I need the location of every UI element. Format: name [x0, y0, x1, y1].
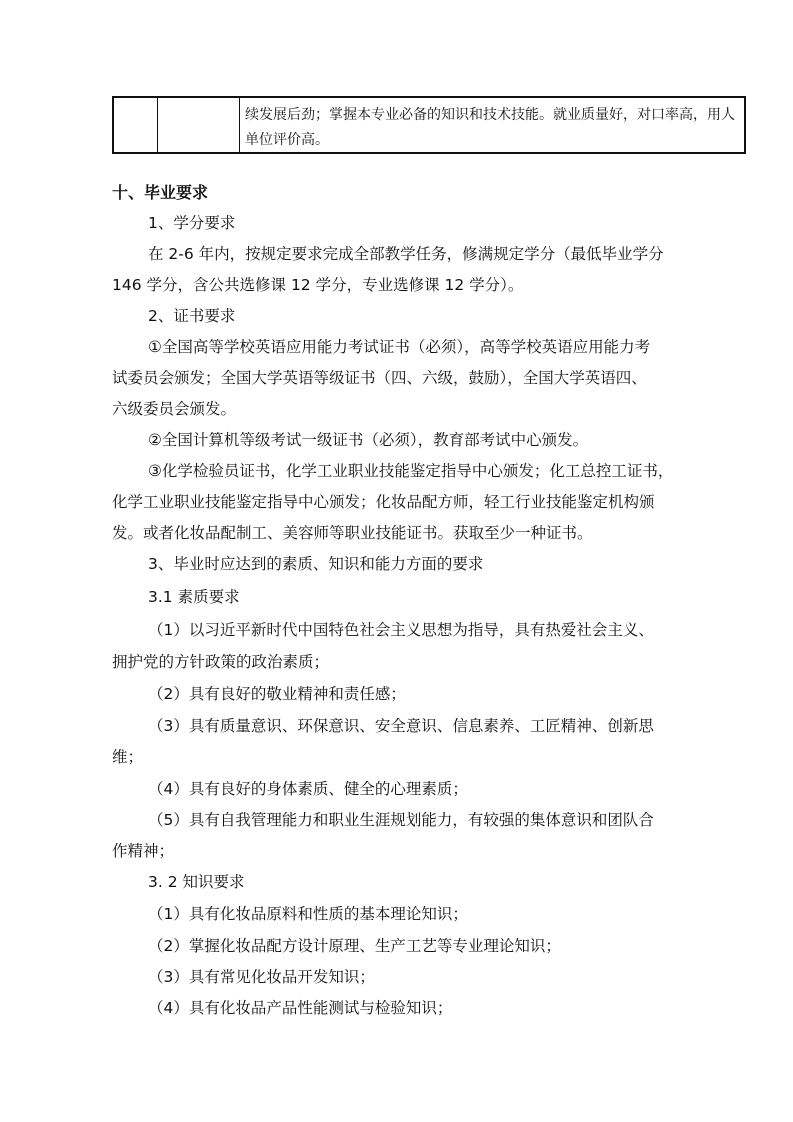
certificate-title: 2、证书要求: [148, 307, 236, 325]
certificate-item-3-line-3: 发。或者化妆品配制工、美容师等职业技能证书。获取至少一种证书。: [112, 524, 593, 542]
certificate-item-1-line-2: 试委员会颁发；全国大学英语等级证书（四、六级，鼓励），全国大学英语四、: [112, 369, 647, 387]
knowledge-item-3: （3）具有常见化妆品开发知识；: [148, 968, 375, 986]
quality-title: 3.1 素质要求: [148, 588, 240, 606]
certificate-item-1-line-1: ①全国高等学校英语应用能力考试证书（必须），高等学校英语应用能力考: [148, 338, 651, 356]
quality-item-1-line-2: 拥护党的方针政策的政治素质；: [112, 653, 330, 671]
quality-item-2: （2）具有良好的敬业精神和责任感；: [148, 685, 406, 703]
quality-item-3-line-2: 维；: [112, 748, 144, 766]
section-heading: 十、毕业要求: [112, 183, 209, 202]
quality-item-5-line-2: 作精神；: [112, 842, 175, 860]
table-cell-empty-1: [114, 98, 158, 152]
certificate-item-2: ②全国计算机等级考试一级证书（必须），教育部考试中心颁发。: [148, 431, 589, 449]
quality-item-3-line-1: （3）具有质量意识、环保意识、安全意识、信息素养、工匠精神、创新思: [148, 717, 654, 735]
knowledge-item-4: （4）具有化妆品产品性能测试与检验知识；: [148, 999, 453, 1017]
certificate-item-3-line-1: ③化学检验员证书，化学工业职业技能鉴定指导中心颁发；化工总控工证书，: [148, 462, 674, 480]
certificate-item-1-line-3: 六级委员会颁发。: [112, 400, 237, 418]
credit-title: 1、学分要求: [148, 214, 236, 232]
graduation-title: 3、毕业时应达到的素质、知识和能力方面的要求: [148, 555, 484, 573]
table-fragment: [112, 96, 746, 154]
table-cell-text: 续发展后劲；掌握本专业必备的知识和技术技能。就业质量好，对口率高，用人单位评价高。: [245, 107, 735, 148]
quality-item-5-line-1: （5）具有自我管理能力和职业生涯规划能力，有较强的集体意识和团队合: [148, 811, 654, 829]
quality-item-1-line-1: （1）以习近平新时代中国特色社会主义思想为指导，具有热爱社会主义、: [148, 621, 654, 639]
table-cell-empty-2: [158, 98, 240, 152]
credit-line-1: 在 2-6 年内，按规定要求完成全部教学任务，修满规定学分（最低毕业学分: [148, 245, 664, 263]
certificate-item-3-line-2: 化学工业职业技能鉴定指导中心颁发；化妆品配方师，轻工行业技能鉴定机构颁: [112, 493, 655, 511]
knowledge-title: 3. 2 知识要求: [148, 873, 245, 891]
knowledge-item-1: （1）具有化妆品原料和性质的基本理论知识；: [148, 905, 468, 923]
quality-item-4: （4）具有良好的身体素质、健全的心理素质；: [148, 780, 468, 798]
credit-line-2: 146 学分，含公共选修课 12 学分，专业选修课 12 学分）。: [112, 276, 524, 294]
knowledge-item-2: （2）掌握化妆品配方设计原理、生产工艺等专业理论知识；: [148, 937, 561, 955]
